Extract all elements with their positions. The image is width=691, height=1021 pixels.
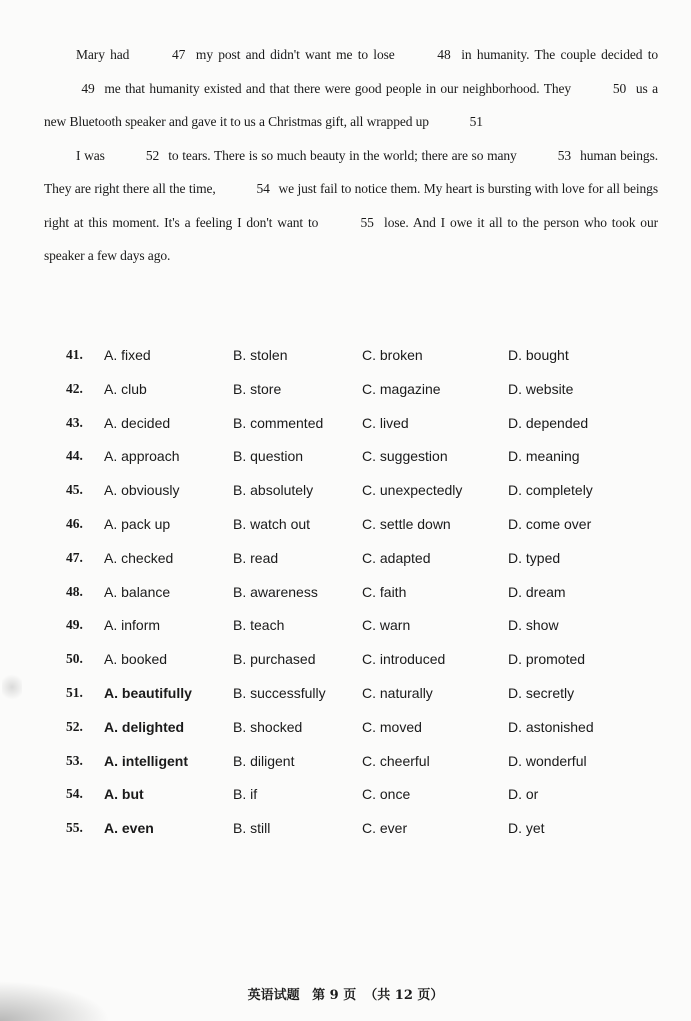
option-c: C. naturally [362, 684, 433, 701]
blank-number: 55 [360, 214, 374, 230]
question-number: 48. [66, 583, 83, 599]
question-row [66, 747, 646, 781]
option-d: D. bought [508, 347, 569, 363]
option-c: C. lived [362, 414, 409, 431]
option-c: C. once [362, 786, 411, 803]
question-number: 47. [66, 549, 83, 565]
option-c: C. adapted [362, 549, 431, 566]
question-row [66, 442, 646, 476]
option-a: A. booked [104, 651, 168, 668]
option-a: A. balance [104, 583, 171, 600]
option-d: D. or [508, 786, 539, 803]
passage-text: we just fail to notice them. My heart is bursting with love for all beings right at this moment. It's a feeling I don't want to [44, 181, 658, 230]
option-d: D. meaning [508, 448, 580, 465]
question-row [66, 814, 646, 848]
option-d: D. show [508, 617, 559, 634]
question-row [66, 679, 646, 713]
option-a: A. approach [104, 448, 180, 465]
question-number: 44. [66, 448, 83, 464]
option-d: D. secretly [508, 684, 575, 701]
option-c: C. settle down [362, 515, 451, 532]
blank-number: 52 [145, 147, 160, 163]
option-b: B. store [233, 380, 282, 397]
option-b: B. absolutely [233, 482, 314, 499]
option-b: B. awareness [233, 583, 318, 600]
scan-artifact [2, 672, 22, 702]
question-row [66, 713, 646, 747]
question-row [66, 645, 646, 679]
blank-number: 54 [256, 181, 270, 196]
option-a: A. pack up [104, 515, 171, 532]
question-row [66, 611, 646, 645]
passage-paragraph-1 [44, 38, 658, 139]
option-d: D. website [508, 380, 574, 397]
option-d: D. astonished [508, 718, 594, 735]
passage-text: to tears. There is so much beauty in the world; there are so many [164, 147, 521, 163]
question-row [66, 476, 646, 510]
option-b: B. if [233, 786, 258, 803]
question-row [66, 578, 646, 612]
option-b: B. successfully [233, 684, 326, 701]
question-row [66, 544, 646, 578]
option-a: A. but [104, 786, 144, 803]
option-b: B. purchased [233, 651, 316, 668]
passage-text: I was [76, 147, 109, 163]
option-c: C. suggestion [362, 448, 448, 465]
question-number: 43. [66, 414, 83, 430]
passage-text: us a new Bluetooth speaker and gave it to us a Christmas gift, all wrapped up [44, 80, 658, 129]
question-number: 51. [66, 684, 83, 700]
passage-text: Mary had [76, 47, 135, 62]
option-d: D. dream [508, 583, 566, 600]
option-d: D. come over [508, 515, 592, 532]
option-c: C. broken [362, 347, 423, 363]
question-number: 41. [66, 347, 83, 362]
cloze-passage [44, 38, 658, 273]
blank-number: 50 [612, 80, 627, 96]
option-a: A. obviously [104, 482, 180, 499]
question-options-list [66, 341, 646, 848]
option-d: D. depended [508, 414, 589, 431]
option-b: B. commented [233, 414, 324, 431]
question-number: 55. [66, 820, 83, 836]
option-b: B. stolen [233, 347, 288, 363]
option-b: B. shocked [233, 718, 303, 735]
blank-number: 47 [171, 47, 186, 62]
option-a: A. even [104, 820, 154, 837]
blank-number: 48 [437, 47, 451, 62]
question-number: 52. [66, 718, 83, 734]
option-a: A. inform [104, 617, 161, 634]
question-number: 45. [66, 482, 83, 498]
question-row [66, 409, 646, 443]
question-number: 50. [66, 651, 83, 667]
passage-text: lose. And I owe it all to the person who took our speaker a few days ago. [44, 214, 658, 263]
option-b: B. question [233, 448, 304, 465]
question-number: 46. [66, 515, 83, 531]
option-b: B. watch out [233, 515, 311, 532]
option-b: B. read [233, 549, 279, 566]
option-a: A. decided [104, 414, 171, 431]
question-row [66, 780, 646, 814]
option-c: C. unexpectedly [362, 482, 463, 499]
passage-paragraph-2 [44, 139, 658, 273]
footer-page-total: （共 12 页） [364, 988, 444, 1003]
question-row [66, 510, 646, 544]
footer-subject: 英语试题 [247, 988, 300, 1003]
question-number: 54. [66, 786, 83, 802]
blank-number: 51 [469, 114, 483, 129]
option-a: A. delighted [104, 718, 185, 735]
option-d: D. completely [508, 482, 593, 499]
footer-page-number: 第 9 页 [312, 988, 357, 1003]
option-d: D. yet [508, 820, 545, 837]
blank-number: 53 [557, 147, 572, 163]
option-a: A. beautifully [104, 684, 192, 701]
option-b: B. teach [233, 617, 285, 634]
passage-text: in humanity. The couple decided to [455, 47, 658, 62]
passage-text: my post and didn't want me to lose [190, 47, 400, 62]
option-a: A. checked [104, 549, 174, 566]
option-c: C. introduced [362, 651, 446, 668]
option-d: D. promoted [508, 651, 586, 668]
question-row [66, 341, 646, 375]
option-a: A. club [104, 380, 147, 397]
option-d: D. wonderful [508, 752, 587, 769]
option-b: B. still [233, 820, 271, 837]
option-c: C. magazine [362, 380, 441, 397]
option-c: C. ever [362, 820, 408, 837]
option-b: B. diligent [233, 752, 295, 769]
question-number: 53. [66, 752, 83, 768]
option-c: C. moved [362, 718, 422, 735]
option-c: C. cheerful [362, 752, 430, 769]
option-c: C. faith [362, 583, 407, 600]
option-c: C. warn [362, 617, 411, 634]
scan-smudge [0, 981, 110, 1021]
option-d: D. typed [508, 549, 561, 566]
question-number: 49. [66, 617, 83, 633]
passage-text: me that humanity existed and that there were good people in our neighborhood. They [100, 80, 576, 96]
option-a: A. fixed [104, 347, 151, 363]
question-number: 42. [66, 380, 83, 396]
option-a: A. intelligent [104, 752, 188, 769]
blank-number: 49 [81, 80, 95, 96]
question-row [66, 375, 646, 409]
passage-text: human beings. They are right there all the time, [44, 147, 659, 196]
